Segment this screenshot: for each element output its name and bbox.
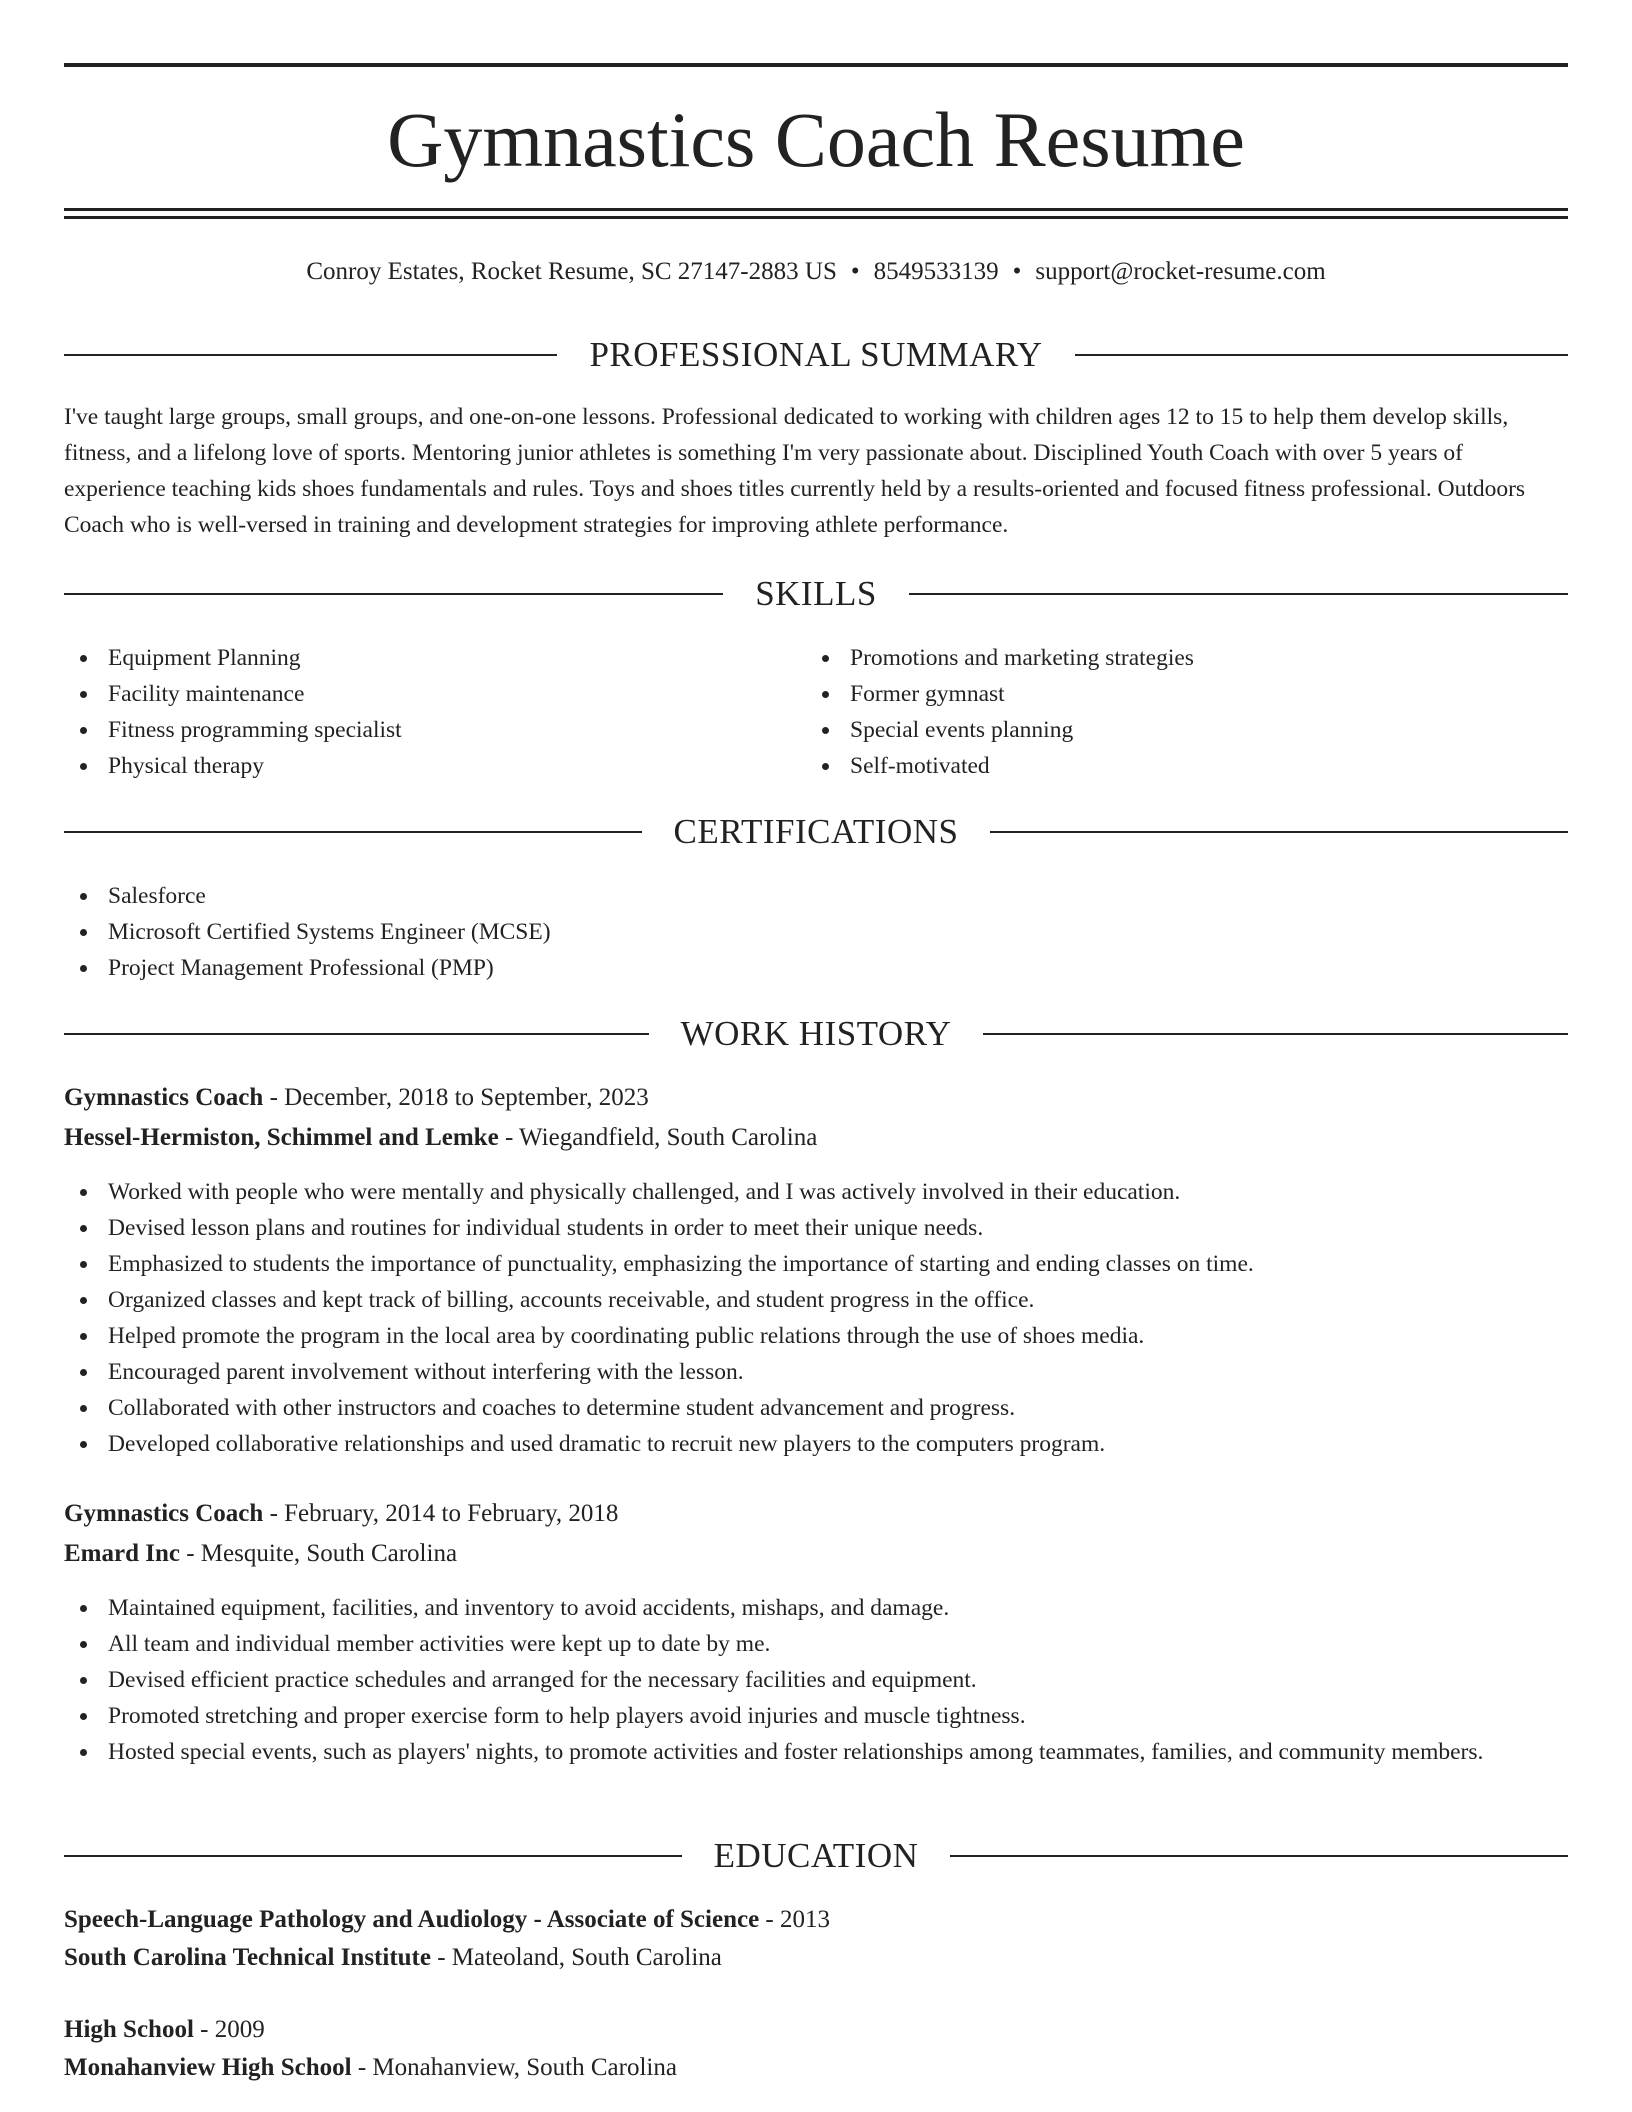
section-title: WORK HISTORY [680,1014,952,1053]
heading-rule [950,1855,1568,1857]
contact-separator: • [850,258,860,285]
heading-rule [909,593,1568,595]
job-bullet: Collaborated with other instructors and coaches to determine student advancement and progress. [64,1390,1568,1426]
certification-item: Project Management Professional (PMP) [64,950,1568,986]
job-company-line [64,1537,1568,1571]
job-dates: - February, 2014 to February, 2018 [263,1500,619,1527]
section-heading-summary [64,333,1568,377]
skill-item: Promotions and marketing strategies [806,640,1546,676]
contact-address: Conroy Estates, Rocket Resume, SC 27147-2883 US [306,258,837,285]
education-school: Monahanview High School [64,2054,352,2081]
job-bullet: All team and individual member activities were kept up to date by me. [64,1626,1568,1662]
education-degree-line [64,1903,1568,1937]
contact-phone: 8549533139 [873,258,999,285]
job-bullet: Devised efficient practice schedules and arranged for the necessary facilities and equipment. [64,1662,1568,1698]
section-title: EDUCATION [713,1836,919,1875]
page-title: Gymnastics Coach Resume [387,96,1245,183]
certifications-list [64,878,1568,986]
job-bullet: Encouraged parent involvement without interfering with the lesson. [64,1354,1568,1390]
skills-list-left [64,640,804,784]
job-company-line [64,1121,1568,1155]
job-bullet: Hosted special events, such as players' nights, to promote activities and foster relationships among teammates, families, and community members. [64,1734,1568,1770]
heading-rule [64,831,642,833]
education-degree: Speech-Language Pathology and Audiology - Associate of Science [64,1906,760,1933]
education-degree-line [64,2013,1568,2047]
job-bullet: Emphasized to students the importance of punctuality, emphasizing the importance of starting and ending classes on time. [64,1246,1568,1282]
job-title: Gymnastics Coach [64,1500,264,1527]
job-bullet: Maintained equipment, facilities, and inventory to avoid accidents, mishaps, and damage. [64,1590,1568,1626]
job-bullet: Worked with people who were mentally and physically challenged, and I was actively involved in their education. [64,1174,1568,1210]
section-heading-education [64,1834,1568,1878]
skill-item: Special events planning [806,712,1546,748]
education-degree: High School [64,2016,194,2043]
education-school-line [64,1941,1568,1975]
section-heading-certifications [64,810,1568,854]
section-title: SKILLS [755,574,877,613]
summary-text: I've taught large groups, small groups, and one-on-one lessons. Professional dedicated to working with children ages 12 to 15 to help them develop skills, fitness, and a lifelong love of sports. Mentoring junior athletes is something I'm very passionate about. Disciplined Youth Coach with over 5 years of experience teaching kids shoes fundamentals and rules. Toys and shoes titles currently held by a results-oriented and focused fitness professional. Outdoors Coach who is well-versed in training and development strategies for improving athlete performance. [64,404,1526,538]
education-school: South Carolina Technical Institute [64,1944,431,1971]
title-rule-upper [64,208,1568,211]
skill-item: Former gymnast [806,676,1546,712]
skill-item: Self-motivated [806,748,1546,784]
section-title: CERTIFICATIONS [673,812,959,851]
job-bullet: Devised lesson plans and routines for individual students in order to meet their unique needs. [64,1210,1568,1246]
job-dates: - December, 2018 to September, 2023 [263,1084,649,1111]
certification-item: Salesforce [64,878,1568,914]
certification-item: Microsoft Certified Systems Engineer (MCSE) [64,914,1568,950]
job-title: Gymnastics Coach [64,1084,264,1111]
education-school-line [64,2051,1568,2085]
job-title-line [64,1497,1568,1531]
education-location: - Mateoland, South Carolina [430,1944,722,1971]
contact-email: support@rocket-resume.com [1035,258,1326,285]
job-location: - Wiegandfield, South Carolina [498,1124,818,1151]
skill-item: Fitness programming specialist [64,712,804,748]
heading-rule [64,593,723,595]
contact-line [64,255,1568,289]
job-bullet: Helped promote the program in the local area by coordinating public relations through the use of shoes media. [64,1318,1568,1354]
heading-rule [64,1033,649,1035]
job-company: Hessel-Hermiston, Schimmel and Lemke [64,1124,499,1151]
job-location: - Mesquite, South Carolina [179,1540,458,1567]
contact-separator: • [1012,258,1022,285]
job-bullet: Organized classes and kept track of billing, accounts receivable, and student progress in the office. [64,1282,1568,1318]
heading-rule [64,1855,682,1857]
top-rule [64,63,1568,67]
job-company: Emard Inc [64,1540,180,1567]
education-year: - 2013 [759,1906,830,1933]
skill-item: Physical therapy [64,748,804,784]
heading-rule [983,1033,1568,1035]
section-title: PROFESSIONAL SUMMARY [589,335,1043,374]
skills-list-right [806,640,1546,784]
education-location: - Monahanview, South Carolina [351,2054,677,2081]
education-year: - 2009 [193,2016,265,2043]
heading-rule [64,354,557,356]
title-rule-lower [64,216,1568,219]
heading-rule [990,831,1568,833]
job-bullets [64,1590,1568,1770]
heading-rule [1075,354,1568,356]
section-heading-work [64,1012,1568,1056]
section-heading-skills [64,572,1568,616]
job-bullet: Developed collaborative relationships and used dramatic to recruit new players to the computers program. [64,1426,1568,1462]
skill-item: Equipment Planning [64,640,804,676]
job-bullets [64,1174,1568,1462]
skill-item: Facility maintenance [64,676,804,712]
job-title-line [64,1081,1568,1115]
job-bullet: Promoted stretching and proper exercise form to help players avoid injuries and muscle tightness. [64,1698,1568,1734]
